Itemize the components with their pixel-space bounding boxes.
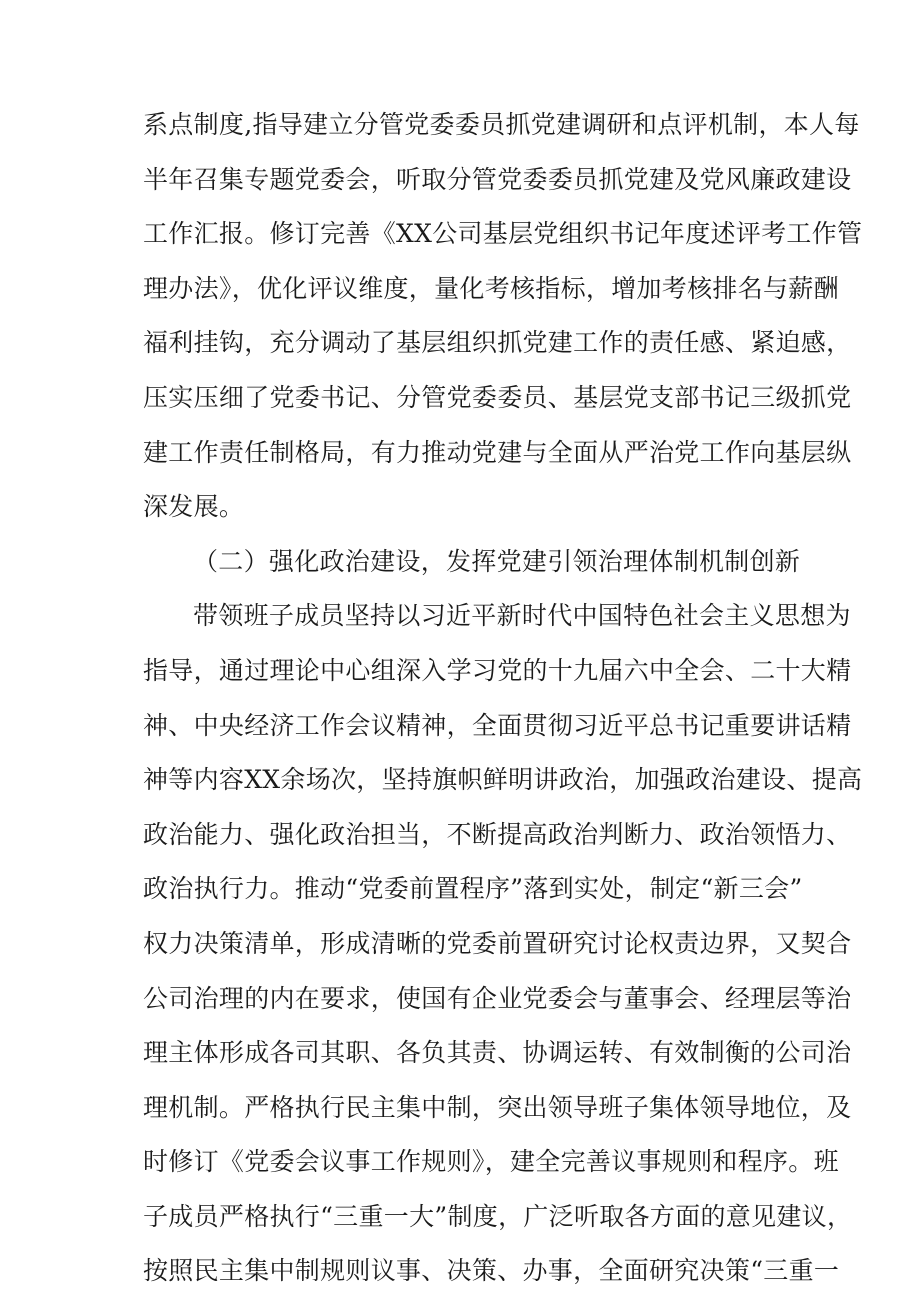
- section-heading: （二）强化政治建设，发挥党建引领治理体制机制创新: [193, 546, 801, 576]
- text-line: 指导，通过理论中心组深入学习党的十九届六中全会、二十大精: [143, 655, 852, 685]
- text-line: 政治能力、强化政治担当，不断提高政治判断力、政治领悟力、: [143, 819, 852, 849]
- text-line: 半年召集专题党委会，听取分管党委委员抓党建及党风廉政建设: [143, 164, 852, 194]
- text-line: 神、中央经济工作会议精神，全面贯彻习近平总书记重要讲话精: [143, 710, 852, 740]
- text-line: 子成员严格执行“三重一大”制度，广泛听取各方面的意见建议，: [143, 1201, 853, 1231]
- text-line: 压实压细了党委书记、分管党委委员、基层党支部书记三级抓党: [143, 382, 852, 412]
- text-line: 工作汇报。修订完善《XX公司基层党组织书记年度述评考工作管: [143, 219, 863, 249]
- text-line: 福利挂钩，充分调动了基层组织抓党建工作的责任感、紧迫感，: [143, 328, 852, 358]
- text-line: 政治执行力。推动“党委前置程序”落到实处，制定“新三会”: [143, 874, 803, 904]
- paragraph-continuation: [143, 98, 863, 535]
- text-line: 理机制。严格执行民主集中制，突出领导班子集体领导地位，及: [143, 1092, 852, 1122]
- text-line: 深发展。: [143, 492, 245, 522]
- text-line: 理主体形成各司其职、各负其责、协调运转、有效制衡的公司治: [143, 1038, 852, 1068]
- text-line: 系点制度,指导建立分管党委委员抓党建调研和点评机制，本人每: [143, 110, 860, 139]
- text-line: 公司治理的内在要求，使国有企业党委会与董事会、经理层等治: [143, 983, 852, 1013]
- document-body: [143, 98, 863, 1299]
- text-line: 带领班子成员坚持以习近平新时代中国特色社会主义思想为: [193, 601, 851, 631]
- text-line: 时修订《党委会议事工作规则》，建全完善议事规则和程序。班: [143, 1147, 839, 1177]
- text-line: 按照民主集中制规则议事、决策、办事，全面研究决策“三重一: [143, 1256, 840, 1286]
- text-line: 理办法》，优化评议维度，量化考核指标，增加考核排名与薪酬: [143, 273, 839, 303]
- paragraph-political-construction: [143, 589, 863, 1299]
- text-line: 权力决策清单，形成清晰的党委前置研究讨论权责边界，又契合: [143, 928, 852, 958]
- text-line: 神等内容XX余场次，坚持旗帜鲜明讲政治，加强政治建设、提高: [143, 765, 863, 795]
- text-line: 建工作责任制格局，有力推动党建与全面从严治党工作向基层纵: [143, 437, 852, 467]
